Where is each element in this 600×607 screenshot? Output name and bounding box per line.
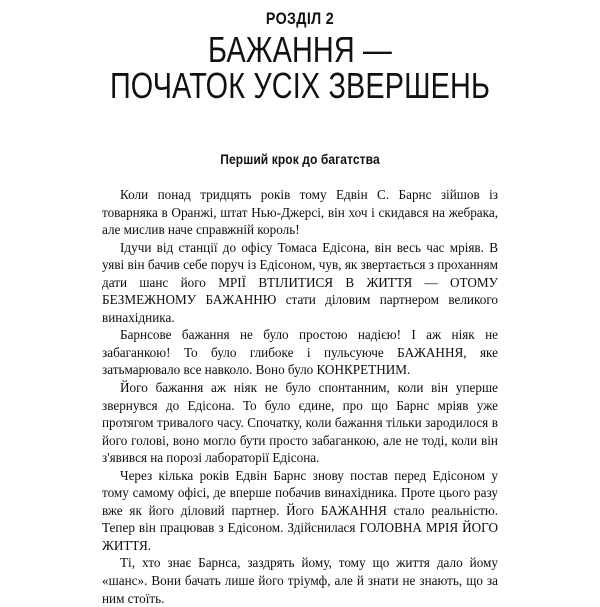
body-text-column (102, 186, 498, 607)
body-paragraph: Ті, хто знає Барнса, заздрять йому, тому що життя дало йому «шанс». Вони бачать лише його тріумф, але й знати не знають, що за ним стоїть. (102, 555, 498, 606)
body-paragraph: Барнсове бажання не було простою надією! І аж ніяк не забаганкою! То було глибоке і пульсуюче БАЖАННЯ, яке затьмарювало все навколо. Воно було КОНКРЕТНИМ. (102, 327, 498, 378)
chapter-number: РОЗДІЛ 2 (265, 9, 335, 28)
chapter-title-line-1: БАЖАННЯ — (208, 29, 392, 70)
section-subheading: Перший крок до багатства (220, 151, 380, 167)
chapter-title (0, 31, 600, 104)
chapter-heading-block (0, 0, 600, 104)
chapter-title-line-2: ПОЧАТОК УСІХ ЗВЕРШЕНЬ (109, 65, 491, 106)
body-paragraph: Ідучи від станції до офісу Томаса Едісона, він весь час мріяв. В уяві він бачив себе поруч із Едісоном, чув, як звертається з проханням дати шанс його МРІЇ ВТІЛИТИСЯ В ЖИТТЯ — ОТОМУ БЕЗМЕЖНОМУ БАЖАННЮ стати діловим партнером великого винахідника. (102, 239, 498, 325)
body-paragraph: Коли понад тридцять років тому Едвін С. Барнс зійшов із товарняка в Оранжі, штат Нью-Джерсі, він хоч і скидався на жебрака, але мислив наче справжній король! (102, 187, 498, 238)
body-paragraph: Його бажання аж ніяк не було спонтанним, коли він уперше звернувся до Едісона. То було єдине, про що Барнс мріяв уже протягом тривалого часу. Спочатку, коли бажання тільки зародилося в його голові, воно могло бути просто забаганкою, але не тоді, коли він з'явився на порозі лабораторії Едісона. (102, 380, 498, 466)
body-paragraph: Через кілька років Едвін Барнс знову постав перед Едісоном у тому самому офісі, де вперше побачив винахідника. Проте цього разу вже як його діловий партнер. Його БАЖАННЯ стало реальністю. Тепер він працював з Едісоном. Здійснилася ГОЛОВНА МРІЯ ЙОГО ЖИТТЯ. (102, 467, 498, 553)
